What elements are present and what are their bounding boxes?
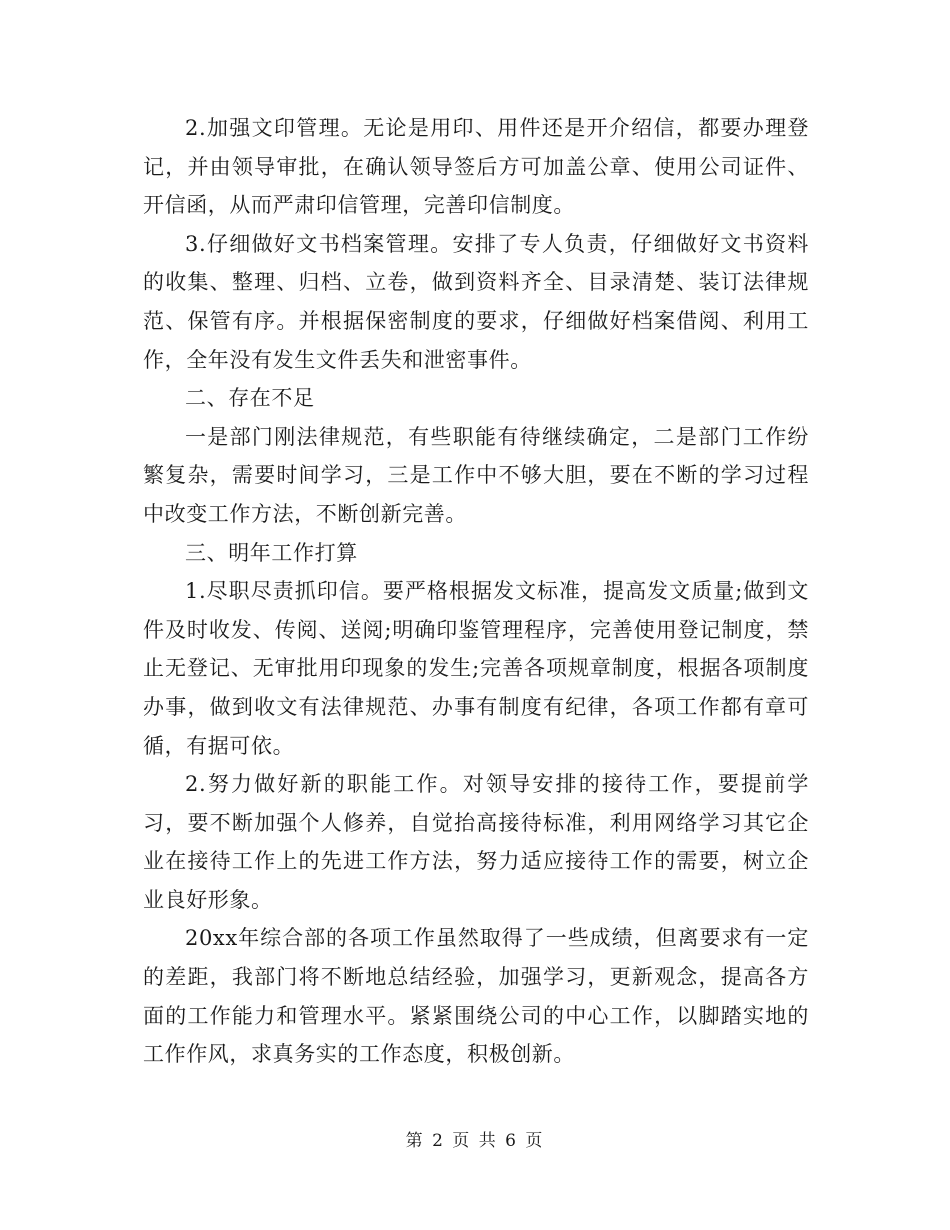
page-number-footer: 第 2 页 共 6 页 — [405, 1131, 545, 1151]
section-heading-shortcomings: 二、存在不足 — [185, 386, 315, 411]
paragraph-archive-management: 3.仔细做好文书档案管理。安排了专人负责，仔细做好文书资料的收集、整理、归档、立卷，做到资料齐全、目录清楚、装订法律规范、保管有序。并根据保密制度的要求，仔细做好档案借阅、利用工作，全年没有发生文件丢失和泄密事件。 — [143, 231, 809, 372]
paragraph-conclusion: 20xx年综合部的各项工作虽然取得了一些成绩，但离要求有一定的差距，我部门将不断地总结经验，加强学习，更新观念，提高各方面的工作能力和管理水平。紧紧围绕公司的中心工作，以脚踏实地的工作作风，求真务实的工作态度，积极创新。 — [143, 926, 809, 1067]
paragraph-plan-seal: 1.尽职尽责抓印信。要严格根据发文标准，提高发文质量;做到文件及时收发、传阅、送阅;明确印鉴管理程序，完善使用登记制度，禁止无登记、无审批用印现象的发生;完善各项规章制度，根据各项制度办事，做到收文有法律规范、办事有制度有纪律，各项工作都有章可循，有据可依。 — [143, 579, 809, 758]
paragraph-plan-new-functions: 2.努力做好新的职能工作。对领导安排的接待工作，要提前学习，要不断加强个人修养，自觉抬高接待标准，利用网络学习其它企业在接待工作上的先进工作方法，努力适应接待工作的需要，树立企业良好形象。 — [143, 772, 809, 912]
paragraph-seal-management: 2.加强文印管理。无论是用印、用件还是开介绍信，都要办理登记，并由领导审批，在确认领导签后方可加盖公章、使用公司证件、开信函，从而严肃印信管理，完善印信制度。 — [143, 116, 809, 218]
document-body — [143, 109, 809, 1074]
section-heading-next-year-plan: 三、明年工作打算 — [185, 540, 358, 565]
paragraph-shortcomings: 一是部门刚法律规范，有些职能有待继续确定，二是部门工作纷繁复杂，需要时间学习，三是工作中不够大胆，要在不断的学习过程中改变工作方法，不断创新完善。 — [143, 424, 809, 526]
